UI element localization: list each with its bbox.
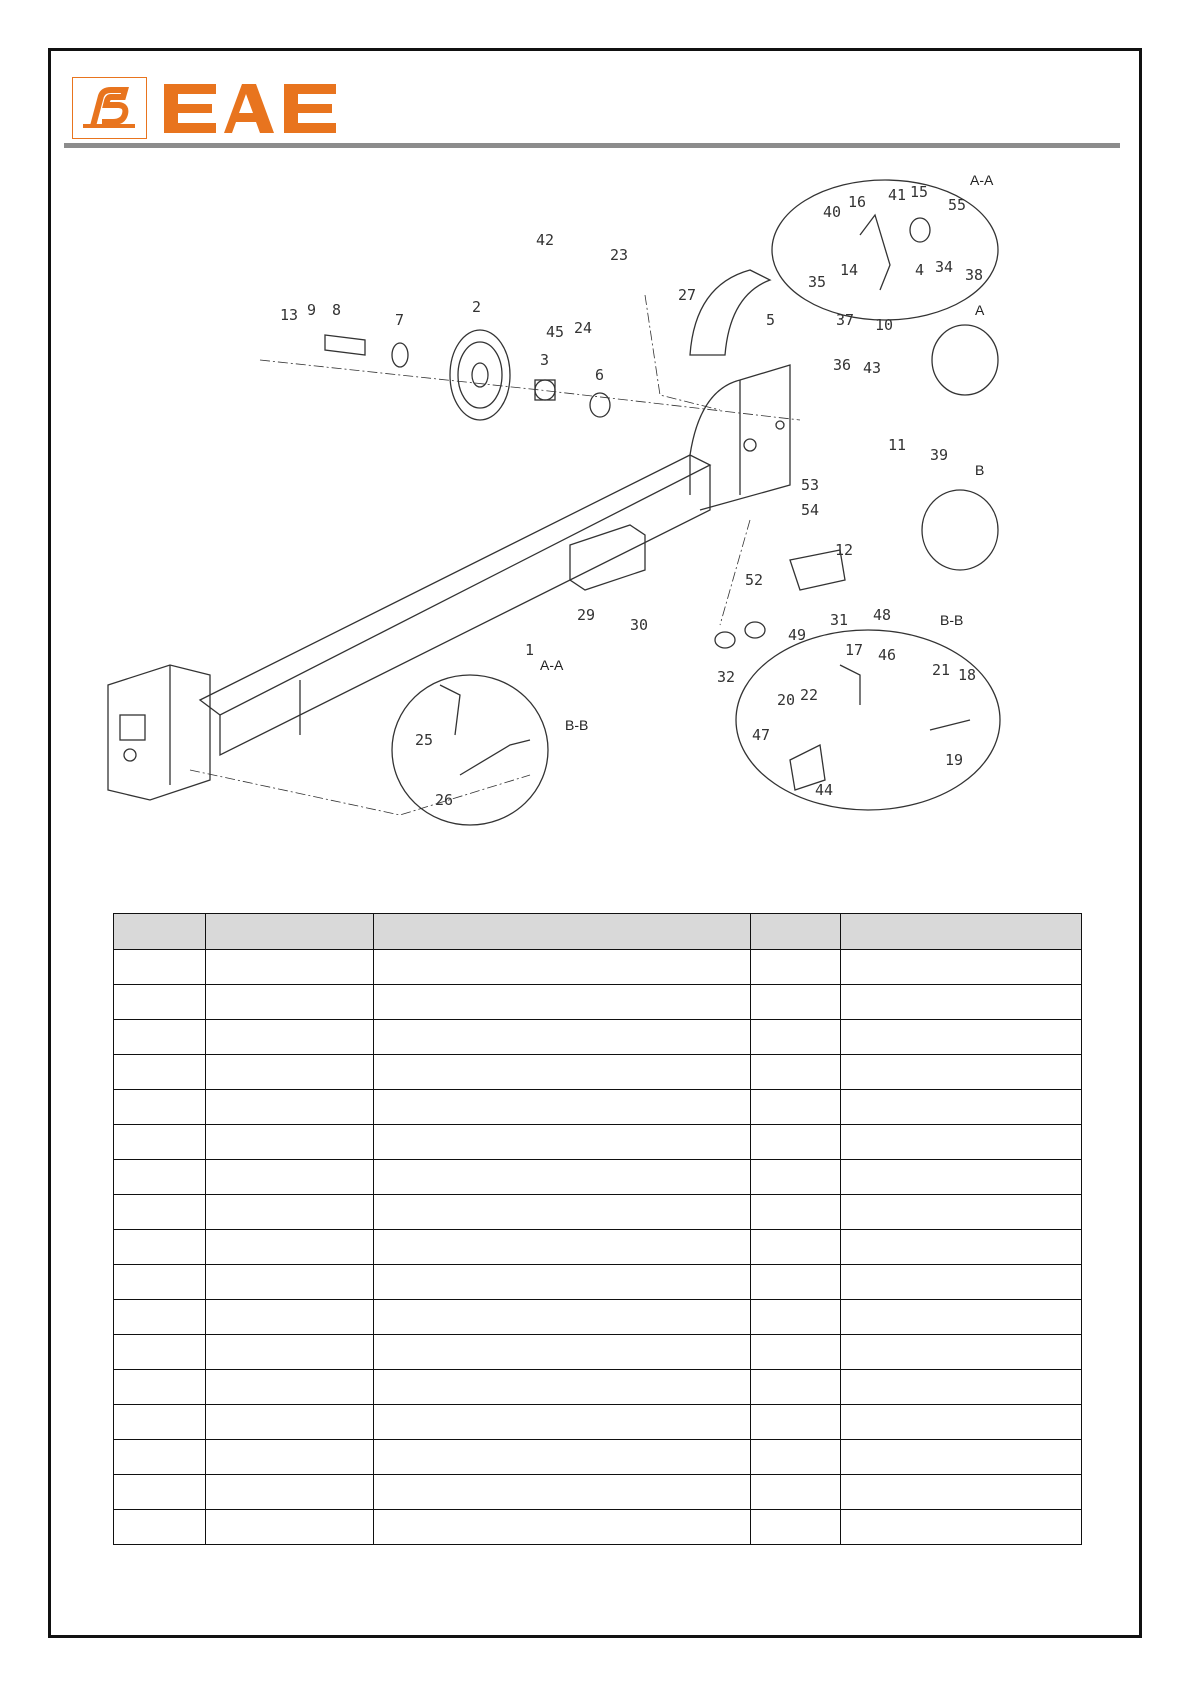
table-cell: [841, 1335, 1082, 1370]
table-cell: [114, 1405, 206, 1440]
svg-text:53: 53: [801, 476, 820, 494]
table-row: [114, 950, 1082, 985]
svg-text:11: 11: [888, 436, 907, 454]
table-cell: [206, 1160, 374, 1195]
svg-text:7: 7: [395, 311, 405, 329]
table-cell: [841, 1055, 1082, 1090]
table-row: [114, 1510, 1082, 1545]
table-cell: [841, 1125, 1082, 1160]
table-cell: [841, 1195, 1082, 1230]
svg-text:31: 31: [830, 611, 849, 629]
header-cell: [374, 914, 751, 950]
table-row: [114, 1335, 1082, 1370]
table-cell: [114, 1370, 206, 1405]
table-cell: [841, 1370, 1082, 1405]
header-cell: [206, 914, 374, 950]
table-cell: [206, 1055, 374, 1090]
svg-text:55: 55: [948, 196, 967, 214]
svg-text:32: 32: [717, 668, 736, 686]
table-cell: [374, 1230, 751, 1265]
table-row: [114, 985, 1082, 1020]
table-cell: [374, 1160, 751, 1195]
svg-text:39: 39: [930, 446, 949, 464]
table-cell: [841, 1510, 1082, 1545]
table-cell: [751, 1230, 841, 1265]
svg-text:34: 34: [935, 258, 954, 276]
svg-text:17: 17: [845, 641, 864, 659]
table-row: [114, 1230, 1082, 1265]
svg-text:38: 38: [965, 266, 984, 284]
table-row: [114, 1265, 1082, 1300]
table-row: [114, 1405, 1082, 1440]
table-cell: [751, 985, 841, 1020]
svg-text:40: 40: [823, 203, 842, 221]
table-cell: [206, 1475, 374, 1510]
table-cell: [751, 1020, 841, 1055]
table-cell: [841, 1405, 1082, 1440]
table-cell: [374, 1020, 751, 1055]
table-cell: [374, 1370, 751, 1405]
table-cell: [374, 1300, 751, 1335]
table-cell: [841, 1265, 1082, 1300]
svg-text:B-B: B-B: [940, 612, 964, 628]
table-cell: [841, 1300, 1082, 1335]
table-cell: [751, 1370, 841, 1405]
svg-text:47: 47: [752, 726, 771, 744]
table-cell: [374, 1440, 751, 1475]
table-cell: [374, 950, 751, 985]
table-cell: [751, 1125, 841, 1160]
svg-text:20: 20: [777, 691, 796, 709]
svg-text:1: 1: [525, 641, 535, 659]
table-cell: [206, 1300, 374, 1335]
table-cell: [374, 1510, 751, 1545]
svg-text:2: 2: [472, 298, 482, 316]
table-row: [114, 1370, 1082, 1405]
svg-text:4: 4: [915, 261, 925, 279]
svg-text:A-A: A-A: [970, 175, 994, 188]
table-cell: [114, 1020, 206, 1055]
svg-text:B-B: B-B: [565, 717, 589, 733]
table-cell: [751, 1090, 841, 1125]
table-cell: [374, 1475, 751, 1510]
table-cell: [374, 1335, 751, 1370]
table-cell: [841, 985, 1082, 1020]
table-cell: [206, 1370, 374, 1405]
svg-text:37: 37: [836, 311, 855, 329]
svg-text:19: 19: [945, 751, 964, 769]
svg-text:42: 42: [536, 231, 555, 249]
eae-logo-icon: [72, 77, 147, 139]
table-cell: [206, 1125, 374, 1160]
table-row: [114, 1475, 1082, 1510]
exploded-parts-diagram: [100, 175, 1100, 875]
svg-text:30: 30: [630, 616, 649, 634]
header-cell: [114, 914, 206, 950]
table-cell: [374, 1265, 751, 1300]
table-cell: [206, 1265, 374, 1300]
table-row: [114, 1300, 1082, 1335]
svg-text:13: 13: [280, 306, 299, 324]
table-row: [114, 1090, 1082, 1125]
svg-text:15: 15: [910, 183, 929, 201]
table-cell: [751, 1300, 841, 1335]
svg-text:16: 16: [848, 193, 867, 211]
svg-text:45: 45: [546, 323, 565, 341]
table-cell: [206, 985, 374, 1020]
table-cell: [751, 1160, 841, 1195]
table-cell: [751, 1405, 841, 1440]
table-cell: [751, 1195, 841, 1230]
table-cell: [751, 1335, 841, 1370]
table-cell: [114, 1125, 206, 1160]
table-cell: [374, 985, 751, 1020]
brand-wordmark: [162, 76, 362, 140]
table-cell: [841, 950, 1082, 985]
svg-text:27: 27: [678, 286, 697, 304]
svg-text:54: 54: [801, 501, 820, 519]
table-cell: [114, 1195, 206, 1230]
table-cell: [114, 1055, 206, 1090]
header-rule: [64, 143, 1120, 148]
table-cell: [114, 1335, 206, 1370]
table-cell: [206, 1405, 374, 1440]
table-cell: [206, 1230, 374, 1265]
svg-text:35: 35: [808, 273, 827, 291]
svg-text:23: 23: [610, 246, 629, 264]
svg-text:44: 44: [815, 781, 834, 799]
svg-text:18: 18: [958, 666, 977, 684]
table-cell: [841, 1475, 1082, 1510]
table-cell: [114, 985, 206, 1020]
svg-text:12: 12: [835, 541, 854, 559]
svg-text:A: A: [975, 302, 985, 318]
table-cell: [114, 1300, 206, 1335]
table-row: [114, 1195, 1082, 1230]
table-row: [114, 1125, 1082, 1160]
table-cell: [114, 1510, 206, 1545]
table-cell: [374, 1090, 751, 1125]
svg-text:29: 29: [577, 606, 596, 624]
table-row: [114, 1055, 1082, 1090]
table-cell: [114, 950, 206, 985]
table-cell: [206, 1510, 374, 1545]
svg-text:26: 26: [435, 791, 454, 809]
svg-text:36: 36: [833, 356, 852, 374]
header-cell: [751, 914, 841, 950]
svg-text:9: 9: [307, 301, 317, 319]
table-cell: [206, 1020, 374, 1055]
table-cell: [374, 1195, 751, 1230]
svg-text:14: 14: [840, 261, 859, 279]
svg-text:46: 46: [878, 646, 897, 664]
svg-text:48: 48: [873, 606, 892, 624]
svg-text:8: 8: [332, 301, 342, 319]
table-cell: [114, 1440, 206, 1475]
table-cell: [751, 1265, 841, 1300]
svg-text:6: 6: [595, 366, 605, 384]
svg-text:22: 22: [800, 686, 819, 704]
table-cell: [841, 1440, 1082, 1475]
table-cell: [206, 1335, 374, 1370]
table-cell: [751, 950, 841, 985]
table-cell: [206, 950, 374, 985]
header-cell: [841, 914, 1082, 950]
table-cell: [114, 1160, 206, 1195]
table-cell: [751, 1510, 841, 1545]
svg-text:10: 10: [875, 316, 894, 334]
table-cell: [206, 1090, 374, 1125]
table-cell: [206, 1195, 374, 1230]
svg-text:24: 24: [574, 319, 593, 337]
parts-table: [113, 913, 1082, 1545]
table-row: [114, 1160, 1082, 1195]
table-cell: [374, 1125, 751, 1160]
svg-text:3: 3: [540, 351, 550, 369]
table-cell: [114, 1090, 206, 1125]
table-row: [114, 1020, 1082, 1055]
table-cell: [114, 1475, 206, 1510]
table-header-row: [114, 914, 1082, 950]
table-cell: [374, 1055, 751, 1090]
table-cell: [114, 1265, 206, 1300]
table-cell: [751, 1055, 841, 1090]
table-cell: [841, 1020, 1082, 1055]
svg-text:21: 21: [932, 661, 951, 679]
table-cell: [374, 1405, 751, 1440]
table-cell: [751, 1440, 841, 1475]
svg-text:B: B: [975, 462, 985, 478]
table-cell: [114, 1230, 206, 1265]
table-cell: [206, 1440, 374, 1475]
table-row: [114, 1440, 1082, 1475]
svg-text:25: 25: [415, 731, 434, 749]
svg-text:43: 43: [863, 359, 882, 377]
svg-text:49: 49: [788, 626, 807, 644]
svg-text:5: 5: [766, 311, 776, 329]
svg-text:52: 52: [745, 571, 764, 589]
svg-text:A-A: A-A: [540, 657, 564, 673]
table-cell: [841, 1090, 1082, 1125]
table-cell: [841, 1160, 1082, 1195]
table-cell: [841, 1230, 1082, 1265]
svg-text:41: 41: [888, 186, 907, 204]
table-cell: [751, 1475, 841, 1510]
